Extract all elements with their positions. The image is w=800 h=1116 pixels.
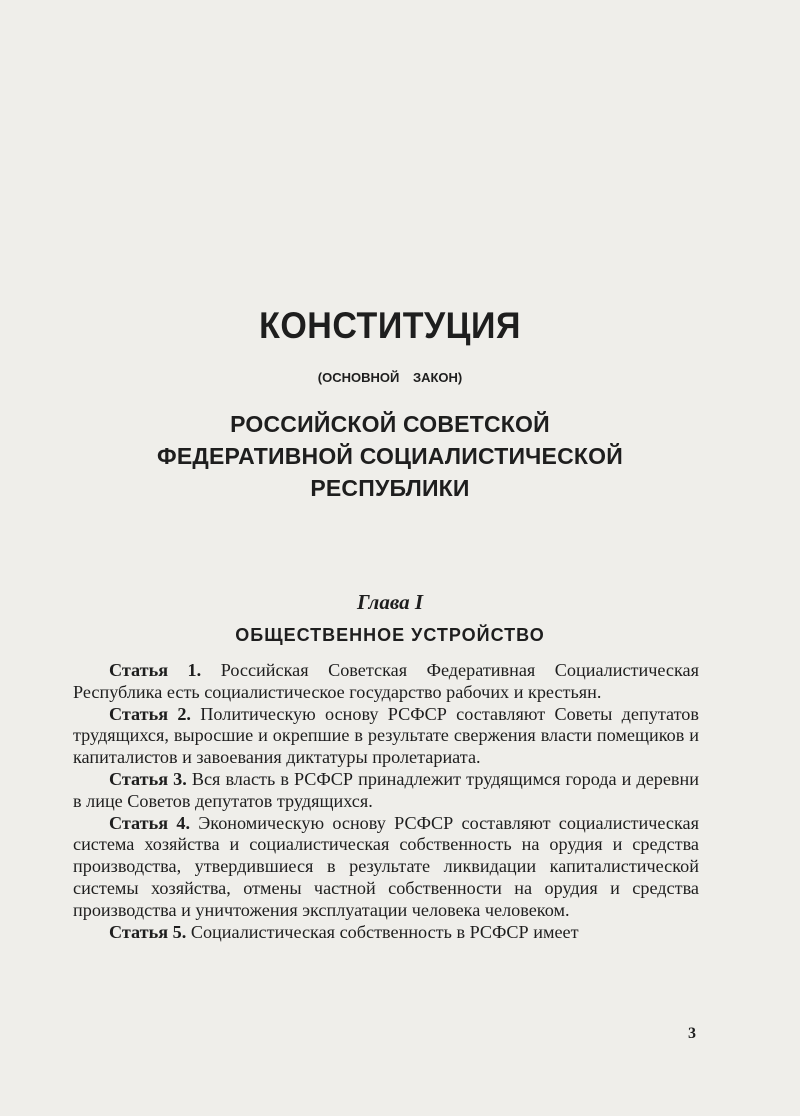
article-2-label: Статья 2. xyxy=(109,703,191,724)
article-2 xyxy=(73,704,699,769)
article-2-text: Политическую основу РСФСР составляют Советы депутатов трудящихся, выросшие и окрепшие в результате свержения власти помещиков и капиталистов и завоевания диктатуры пролетариата. xyxy=(73,703,699,768)
article-4-text: Экономическую основу РСФСР составляют социалистическая система хозяйства и социалистическая собственность на орудия и средства производства, утвердившиеся в результате ликвидации капиталистической системы хозяйства, отмены частной собственности на орудия и средства производства и уничтожения эксплуатации человека человеком. xyxy=(73,812,699,920)
article-5 xyxy=(73,922,699,944)
republic-line-3: РЕСПУБЛИКИ xyxy=(310,475,470,501)
article-1 xyxy=(73,660,699,704)
chapter-heading: Глава I xyxy=(356,590,423,614)
article-1-label: Статья 1. xyxy=(109,660,202,680)
republic-name xyxy=(0,408,780,504)
article-3-text: Вся власть в РСФСР принадлежит трудящимся города и деревни в лице Советов депутатов трудящихся. xyxy=(73,768,699,811)
article-3 xyxy=(73,769,699,813)
article-4 xyxy=(73,813,699,922)
article-4-label: Статья 4. xyxy=(109,812,190,833)
republic-line-1: РОССИЙСКОЙ СОВЕТСКОЙ xyxy=(230,411,550,437)
document-subtitle: (ОСНОВНОЙ ЗАКОН) xyxy=(317,370,463,385)
article-1-text: Российская Советская Федеративная Социалистическая Республика есть социалистическое государство рабочих и крестьян. xyxy=(73,660,699,702)
republic-line-2: ФЕДЕРАТИВНОЙ СОЦИАЛИСТИЧЕСКОЙ xyxy=(157,443,623,469)
article-5-label: Статья 5. xyxy=(109,921,187,942)
articles-body xyxy=(73,660,699,943)
page-number: 3 xyxy=(688,1025,696,1042)
chapter-title: ОБЩЕСТВЕННОЕ УСТРОЙСТВО xyxy=(235,625,545,645)
article-5-text: Социалистическая собственность в РСФСР имеет xyxy=(186,921,579,942)
document-title: КОНСТИТУЦИЯ xyxy=(259,305,521,347)
article-3-label: Статья 3. xyxy=(109,768,187,789)
